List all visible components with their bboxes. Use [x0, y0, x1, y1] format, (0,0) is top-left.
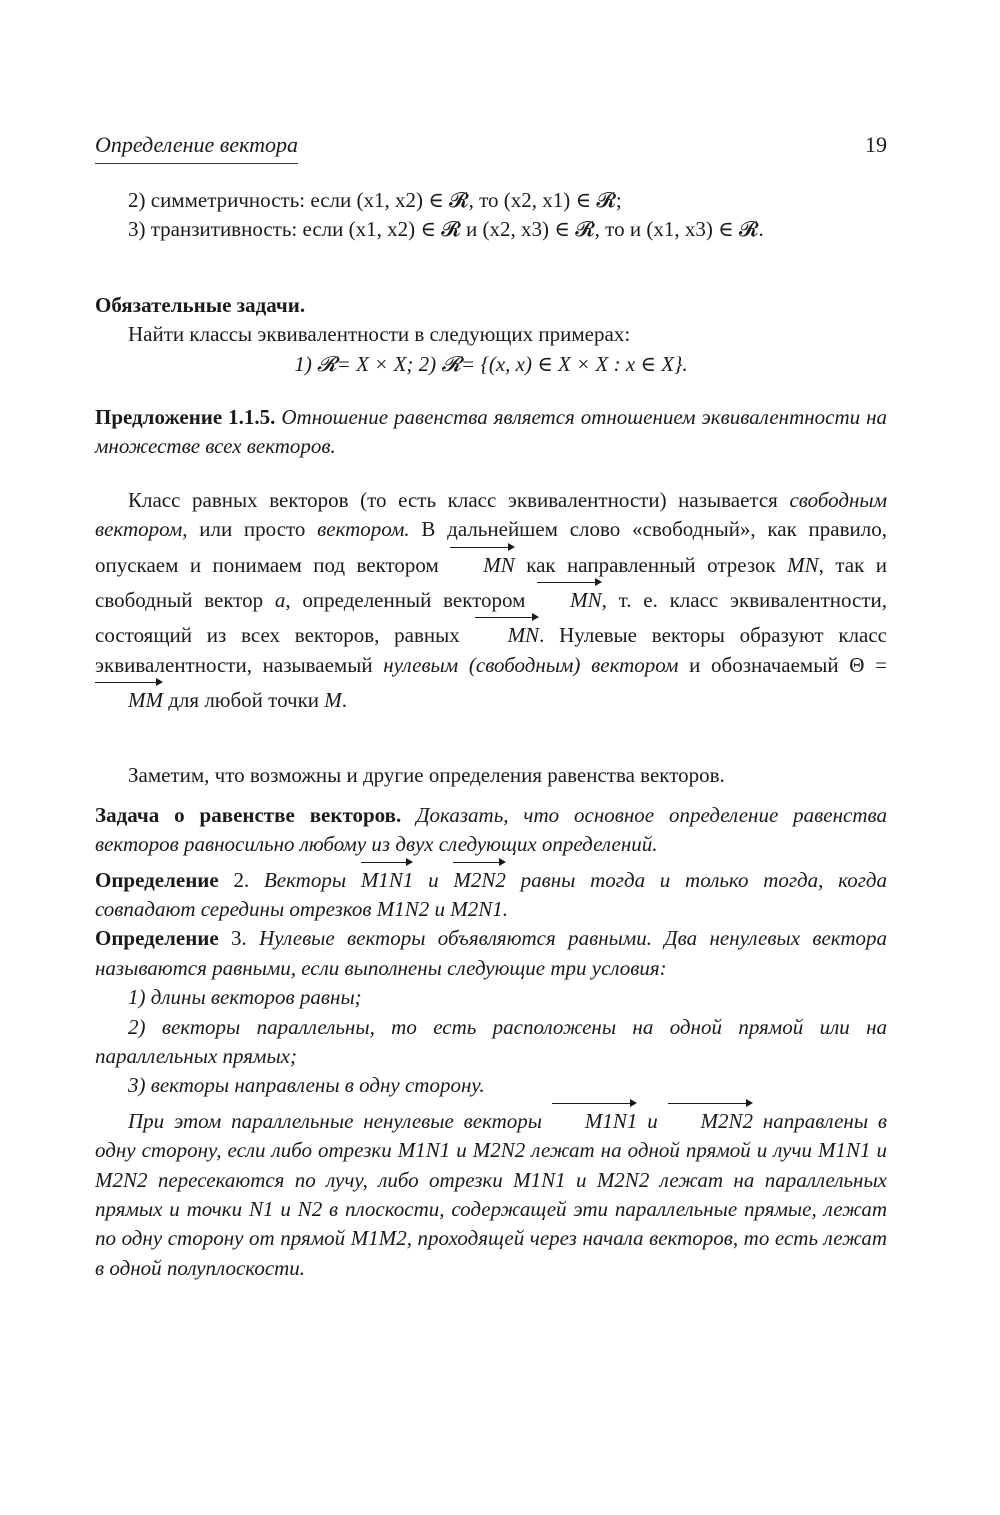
definition-3-condition-1: 1) длины векторов равны;: [128, 985, 362, 1010]
vector-MN-1: MN: [450, 545, 515, 580]
fv-text-10: для любой точки: [163, 688, 325, 713]
definition-3-num: 3.: [218, 926, 260, 951]
definition-2-text-3: равны тогда и только тогда, когда совпадают середины отрезков M1N2 и M2N1.: [95, 867, 888, 922]
fv-text-7: , т. е. класс эквивалентности, состоящий из всех векторов, равных: [95, 587, 887, 648]
definition-3-condition-3: 3) векторы направлены в одну сторону.: [128, 1073, 485, 1098]
fv-em-zero-vector: нулевым (свободным) вектором: [383, 652, 679, 677]
segment-MN: MN: [787, 552, 819, 577]
page-number: 19: [865, 132, 887, 157]
fv-text-3: В дальнейшем слово «свободный», как правило, опускаем и понимаем под вектором: [95, 517, 887, 577]
proposition-label: Предложение 1.1.5.: [95, 404, 276, 429]
definition-3-text: Нулевые векторы объявляются равными. Два ненулевых вектора называются равными, если выполнены следующие три условия:: [95, 926, 888, 980]
final-paragraph: [95, 1101, 887, 1283]
definition-2-text-2: и: [413, 867, 454, 892]
var-M: M: [324, 688, 342, 713]
vector-M2N2-final: M2N2: [668, 1101, 754, 1136]
task-equality-label: Задача о равенстве векторов.: [95, 802, 402, 827]
fv-text-2: , или просто: [182, 517, 318, 542]
fv-text-8: . Нулевые векторы образуют класс эквивалентности, называемый: [95, 623, 888, 677]
fv-text-11: .: [341, 688, 348, 713]
property-transitivity: 3) транзитивность: если (x1, x2) ∈ 𝓡 и (x2, x3) ∈ 𝓡, то и (x1, x3) ∈ 𝓡.: [128, 217, 764, 242]
proposition-text: Отношение равенства является отношением эквивалентности на множестве всех векторов.: [95, 404, 888, 459]
vector-MN-2: MN: [537, 580, 602, 615]
definition-3-label: Определение: [95, 926, 219, 951]
final-text-2: и: [637, 1108, 668, 1133]
fv-text-9: и обозначаемый Θ =: [678, 652, 887, 677]
vector-M1N1-def2: M1N1: [361, 860, 414, 895]
task-equality-text: Доказать, что основное определение равенства векторов равносильно любому из двух следующих определений.: [95, 802, 887, 857]
free-vector-paragraph: [95, 486, 887, 716]
mandatory-tasks-heading: Обязательные задачи.: [95, 292, 306, 317]
running-head-title: Определение вектора: [95, 130, 298, 164]
fv-text-6: , определенный вектором: [285, 587, 538, 612]
mandatory-tasks-formula: 1) 𝓡= X × X; 2) 𝓡= {(x, x) ∈ X × X : x ∈ X}.: [294, 351, 688, 376]
definition-2-text-1: Векторы: [263, 867, 361, 892]
definition-2-num: 2.: [218, 867, 264, 892]
vector-MN-3: MN: [475, 615, 540, 650]
running-head: [95, 130, 887, 164]
definition-2: [95, 860, 887, 925]
final-text-1: При этом параллельные ненулевые векторы: [128, 1108, 552, 1133]
property-symmetry: 2) симметричность: если (x1, x2) ∈ 𝓡, то (x2, x1) ∈ 𝓡;: [128, 188, 622, 212]
final-text-3: направлены в одну сторону, если либо отрезки M1N1 и M2N2 лежат на одной прямой и лучи M1N1 и M2N2 пересекаются по лучу, либо отрезки M1N1 и M2N2 лежат на параллельных прямых и точки N1 и N2 в плоскости, содержащей эти параллельные прямые, лежат по одну сторону от прямой M1M2, проходящей через начала векторов, то есть лежат в одной полуплоскости.: [95, 1108, 888, 1280]
proposition: [95, 403, 887, 462]
mandatory-tasks-text: Найти классы эквивалентности в следующих примерах:: [128, 322, 631, 347]
page: [95, 130, 887, 1283]
remark: Заметим, что возможны и другие определения равенства векторов.: [128, 763, 725, 788]
definition-3: [95, 924, 887, 983]
fv-text-1: Класс равных векторов (то есть класс эквивалентности) называется: [128, 487, 790, 512]
fv-text-5: , так и свободный вектор: [95, 552, 887, 612]
definition-2-label: Определение: [95, 867, 219, 892]
var-a: a: [274, 587, 286, 612]
vector-MM: MM: [95, 680, 163, 715]
definition-3-condition-2: 2) векторы параллельны, то есть расположены на одной прямой или на параллельных прямых;: [95, 1014, 887, 1068]
fv-em-free-vector: свободным вектором: [95, 487, 887, 542]
fv-text-4: как направленный отрезок: [514, 552, 788, 577]
task-equality: [95, 801, 887, 860]
vector-M1N1-final: M1N1: [552, 1101, 638, 1136]
fv-em-vector: вектором.: [317, 517, 410, 542]
vector-M2N2-def2: M2N2: [453, 860, 506, 895]
